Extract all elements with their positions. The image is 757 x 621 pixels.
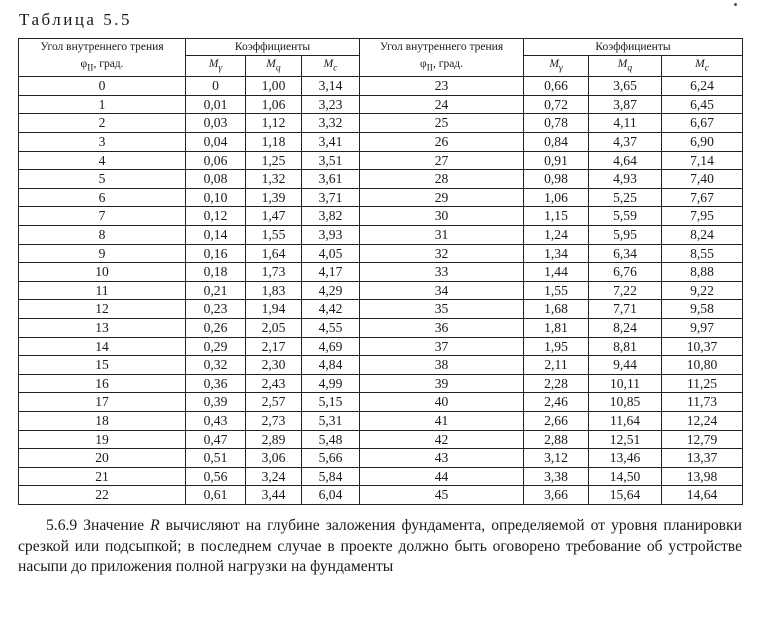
m-gamma-left-cell: 0,06 [186,151,246,170]
m-q-left-cell: 1,06 [246,95,302,114]
m-gamma-left-cell: 0,32 [186,356,246,375]
m-q-right-cell: 14,50 [589,467,662,486]
angle-right-cell: 29 [360,188,524,207]
angle-right-cell: 34 [360,281,524,300]
table-row [19,207,743,226]
angle-right-cell: 42 [360,430,524,449]
m-c-right-cell: 10,37 [662,337,743,356]
angle-left-cell: 22 [19,486,186,505]
coefficients-header-left: Коэффициенты [186,39,360,56]
angle-unit-left: $\varphi_{II}$, град. [19,56,186,77]
m-c-left-cell: 3,82 [302,207,360,226]
clause-5-6-9 [18,516,742,578]
m-gamma-left-cell: 0,04 [186,133,246,152]
table-row [19,226,743,245]
m-q-left-cell: 1,18 [246,133,302,152]
angle-left-cell: 14 [19,337,186,356]
m-gamma-left-cell: 0,56 [186,467,246,486]
m-c-right-cell: 7,67 [662,188,743,207]
m-q-right-cell: 11,64 [589,411,662,430]
m-c-header-left: $M_c$ [302,56,360,77]
m-gamma-left-cell: 0,12 [186,207,246,226]
m-c-right-cell: 7,14 [662,151,743,170]
m-c-right-cell: 14,64 [662,486,743,505]
angle-left-cell: 7 [19,207,186,226]
m-gamma-right-cell: 0,66 [524,77,589,96]
m-c-right-cell: 10,80 [662,356,743,375]
m-q-right-cell: 10,85 [589,393,662,412]
m-gamma-right-cell: 1,95 [524,337,589,356]
m-c-right-cell: 13,37 [662,449,743,468]
m-gamma-right-cell: 1,24 [524,226,589,245]
coefficients-header-right: Коэффициенты [524,39,743,56]
coefficients-table [18,38,743,505]
m-q-left-cell: 2,89 [246,430,302,449]
m-gamma-left-cell: 0,47 [186,430,246,449]
table-row [19,300,743,319]
m-gamma-left-cell: 0,08 [186,170,246,189]
table-row [19,393,743,412]
m-c-right-cell: 7,40 [662,170,743,189]
angle-left-cell: 0 [19,77,186,96]
table-row [19,486,743,505]
m-c-right-cell: 11,25 [662,374,743,393]
m-q-left-cell: 1,32 [246,170,302,189]
m-q-right-cell: 3,87 [589,95,662,114]
m-q-right-cell: 5,59 [589,207,662,226]
m-c-right-cell: 6,45 [662,95,743,114]
m-gamma-left-cell: 0,16 [186,244,246,263]
m-gamma-left-cell: 0,23 [186,300,246,319]
angle-left-cell: 16 [19,374,186,393]
m-gamma-right-cell: 2,66 [524,411,589,430]
angle-left-cell: 18 [19,411,186,430]
m-gamma-right-cell: 0,91 [524,151,589,170]
m-q-left-cell: 1,94 [246,300,302,319]
m-q-right-cell: 10,11 [589,374,662,393]
table-row [19,337,743,356]
m-c-left-cell: 3,51 [302,151,360,170]
m-q-right-cell: 8,81 [589,337,662,356]
m-c-left-cell: 4,05 [302,244,360,263]
m-gamma-right-cell: 3,12 [524,449,589,468]
angle-right-cell: 25 [360,114,524,133]
m-gamma-right-cell: 0,72 [524,95,589,114]
table-row [19,188,743,207]
m-q-right-cell: 15,64 [589,486,662,505]
m-q-left-cell: 3,06 [246,449,302,468]
angle-left-cell: 5 [19,170,186,189]
m-gamma-left-cell: 0,26 [186,319,246,338]
m-q-left-cell: 1,73 [246,263,302,282]
m-q-left-cell: 1,64 [246,244,302,263]
m-c-left-cell: 4,55 [302,319,360,338]
m-c-left-cell: 4,99 [302,374,360,393]
m-q-right-cell: 7,22 [589,281,662,300]
table-row [19,151,743,170]
m-gamma-left-cell: 0,01 [186,95,246,114]
angle-left-cell: 8 [19,226,186,245]
m-c-right-cell: 8,88 [662,263,743,282]
m-q-left-cell: 2,05 [246,319,302,338]
table-row [19,170,743,189]
scan-speck [734,3,737,6]
angle-left-cell: 9 [19,244,186,263]
m-q-right-cell: 6,76 [589,263,662,282]
m-gamma-right-cell: 1,44 [524,263,589,282]
angle-left-cell: 11 [19,281,186,300]
table-row [19,114,743,133]
table-row [19,430,743,449]
angle-right-cell: 39 [360,374,524,393]
angle-right-cell: 33 [360,263,524,282]
angle-right-cell: 24 [360,95,524,114]
m-c-right-cell: 8,24 [662,226,743,245]
angle-left-cell: 15 [19,356,186,375]
m-c-right-cell: 8,55 [662,244,743,263]
angle-right-cell: 40 [360,393,524,412]
m-c-right-cell: 13,98 [662,467,743,486]
angle-left-cell: 19 [19,430,186,449]
m-c-left-cell: 4,17 [302,263,360,282]
angle-right-cell: 28 [360,170,524,189]
m-gamma-header-left: $M_\gamma$ [186,56,246,77]
angle-left-cell: 12 [19,300,186,319]
table-row [19,411,743,430]
m-c-left-cell: 5,31 [302,411,360,430]
m-q-left-cell: 1,00 [246,77,302,96]
m-q-right-cell: 4,64 [589,151,662,170]
m-c-right-cell: 12,79 [662,430,743,449]
m-q-right-cell: 13,46 [589,449,662,468]
table-row [19,449,743,468]
m-c-left-cell: 6,04 [302,486,360,505]
m-gamma-left-cell: 0,03 [186,114,246,133]
m-gamma-left-cell: 0,51 [186,449,246,468]
m-c-left-cell: 5,84 [302,467,360,486]
m-q-left-cell: 1,47 [246,207,302,226]
angle-left-cell: 6 [19,188,186,207]
m-c-left-cell: 3,71 [302,188,360,207]
m-gamma-left-cell: 0,10 [186,188,246,207]
m-q-header-left: $M_q$ [246,56,302,77]
m-gamma-right-cell: 3,66 [524,486,589,505]
table-row [19,263,743,282]
m-gamma-right-cell: 2,28 [524,374,589,393]
m-c-right-cell: 9,22 [662,281,743,300]
m-gamma-left-cell: 0,29 [186,337,246,356]
m-q-left-cell: 1,12 [246,114,302,133]
m-gamma-right-cell: 0,98 [524,170,589,189]
m-gamma-left-cell: 0,36 [186,374,246,393]
m-gamma-left-cell: 0,18 [186,263,246,282]
m-q-right-cell: 4,93 [589,170,662,189]
m-c-left-cell: 3,93 [302,226,360,245]
m-gamma-right-cell: 2,88 [524,430,589,449]
variable-r: R [150,517,160,534]
table-row [19,467,743,486]
m-q-right-cell: 4,37 [589,133,662,152]
m-c-left-cell: 4,42 [302,300,360,319]
m-gamma-left-cell: 0,61 [186,486,246,505]
m-gamma-left-cell: 0,43 [186,411,246,430]
m-c-left-cell: 5,48 [302,430,360,449]
m-gamma-right-cell: 2,11 [524,356,589,375]
m-gamma-header-right: $M_\gamma$ [524,56,589,77]
m-c-left-cell: 4,84 [302,356,360,375]
m-q-left-cell: 2,17 [246,337,302,356]
angle-left-cell: 17 [19,393,186,412]
m-c-right-cell: 12,24 [662,411,743,430]
clause-text-start: Значение [83,517,145,534]
m-c-right-cell: 6,90 [662,133,743,152]
m-c-header-right: $M_c$ [662,56,743,77]
m-c-right-cell: 6,24 [662,77,743,96]
angle-right-cell: 26 [360,133,524,152]
angle-left-cell: 21 [19,467,186,486]
m-gamma-right-cell: 1,34 [524,244,589,263]
m-q-right-cell: 5,25 [589,188,662,207]
m-c-right-cell: 7,95 [662,207,743,226]
table-row [19,244,743,263]
m-c-right-cell: 9,97 [662,319,743,338]
m-gamma-left-cell: 0 [186,77,246,96]
m-q-left-cell: 2,73 [246,411,302,430]
angle-header-left: Угол внутреннего трения [19,39,186,56]
angle-right-cell: 31 [360,226,524,245]
m-c-left-cell: 3,14 [302,77,360,96]
m-c-right-cell: 6,67 [662,114,743,133]
m-q-left-cell: 2,43 [246,374,302,393]
m-q-right-cell: 8,24 [589,319,662,338]
m-c-left-cell: 3,61 [302,170,360,189]
m-gamma-left-cell: 0,14 [186,226,246,245]
m-q-left-cell: 1,25 [246,151,302,170]
table-row [19,95,743,114]
m-c-left-cell: 3,32 [302,114,360,133]
m-gamma-right-cell: 1,55 [524,281,589,300]
m-gamma-right-cell: 2,46 [524,393,589,412]
m-gamma-right-cell: 1,68 [524,300,589,319]
angle-right-cell: 44 [360,467,524,486]
m-q-right-cell: 12,51 [589,430,662,449]
angle-left-cell: 10 [19,263,186,282]
angle-right-cell: 37 [360,337,524,356]
m-gamma-right-cell: 1,81 [524,319,589,338]
angle-right-cell: 38 [360,356,524,375]
table-row [19,319,743,338]
angle-right-cell: 30 [360,207,524,226]
m-c-left-cell: 3,41 [302,133,360,152]
m-q-right-cell: 3,65 [589,77,662,96]
table-row [19,374,743,393]
m-q-left-cell: 2,30 [246,356,302,375]
angle-left-cell: 13 [19,319,186,338]
m-q-right-cell: 6,34 [589,244,662,263]
angle-right-cell: 23 [360,77,524,96]
m-gamma-right-cell: 1,15 [524,207,589,226]
angle-right-cell: 36 [360,319,524,338]
table-row [19,133,743,152]
m-gamma-right-cell: 1,06 [524,188,589,207]
m-q-left-cell: 3,44 [246,486,302,505]
angle-right-cell: 35 [360,300,524,319]
table-body [19,77,743,505]
angle-unit-right: $\varphi_{II}$, град. [360,56,524,77]
m-c-left-cell: 4,69 [302,337,360,356]
table-row [19,281,743,300]
m-q-left-cell: 1,39 [246,188,302,207]
angle-right-cell: 27 [360,151,524,170]
m-gamma-right-cell: 0,84 [524,133,589,152]
angle-right-cell: 32 [360,244,524,263]
table-row [19,356,743,375]
table-caption: Таблица 5.5 [19,10,132,29]
m-q-left-cell: 2,57 [246,393,302,412]
clause-text-rest: вычисляют на глубине заложения фундамента, определяемой от уровня планировки срезкой или подсыпкой; в последнем случае в проекте должно быть оговорено требование об устройстве насыпи до приложения полной нагрузки на фундаменты [18,517,742,575]
m-q-header-right: $M_q$ [589,56,662,77]
m-c-right-cell: 11,73 [662,393,743,412]
clause-number: 5.6.9 [46,517,78,534]
m-gamma-right-cell: 0,78 [524,114,589,133]
m-q-left-cell: 1,83 [246,281,302,300]
angle-left-cell: 4 [19,151,186,170]
table-row [19,77,743,96]
m-gamma-right-cell: 3,38 [524,467,589,486]
angle-left-cell: 2 [19,114,186,133]
m-c-left-cell: 3,23 [302,95,360,114]
angle-right-cell: 41 [360,411,524,430]
m-c-left-cell: 4,29 [302,281,360,300]
m-q-right-cell: 5,95 [589,226,662,245]
m-q-left-cell: 1,55 [246,226,302,245]
angle-left-cell: 3 [19,133,186,152]
m-c-right-cell: 9,58 [662,300,743,319]
m-gamma-left-cell: 0,21 [186,281,246,300]
m-c-left-cell: 5,66 [302,449,360,468]
m-q-right-cell: 4,11 [589,114,662,133]
angle-left-cell: 1 [19,95,186,114]
angle-right-cell: 45 [360,486,524,505]
angle-header-right: Угол внутреннего трения [360,39,524,56]
m-gamma-left-cell: 0,39 [186,393,246,412]
angle-left-cell: 20 [19,449,186,468]
m-q-right-cell: 7,71 [589,300,662,319]
m-c-left-cell: 5,15 [302,393,360,412]
m-q-left-cell: 3,24 [246,467,302,486]
m-q-right-cell: 9,44 [589,356,662,375]
angle-right-cell: 43 [360,449,524,468]
